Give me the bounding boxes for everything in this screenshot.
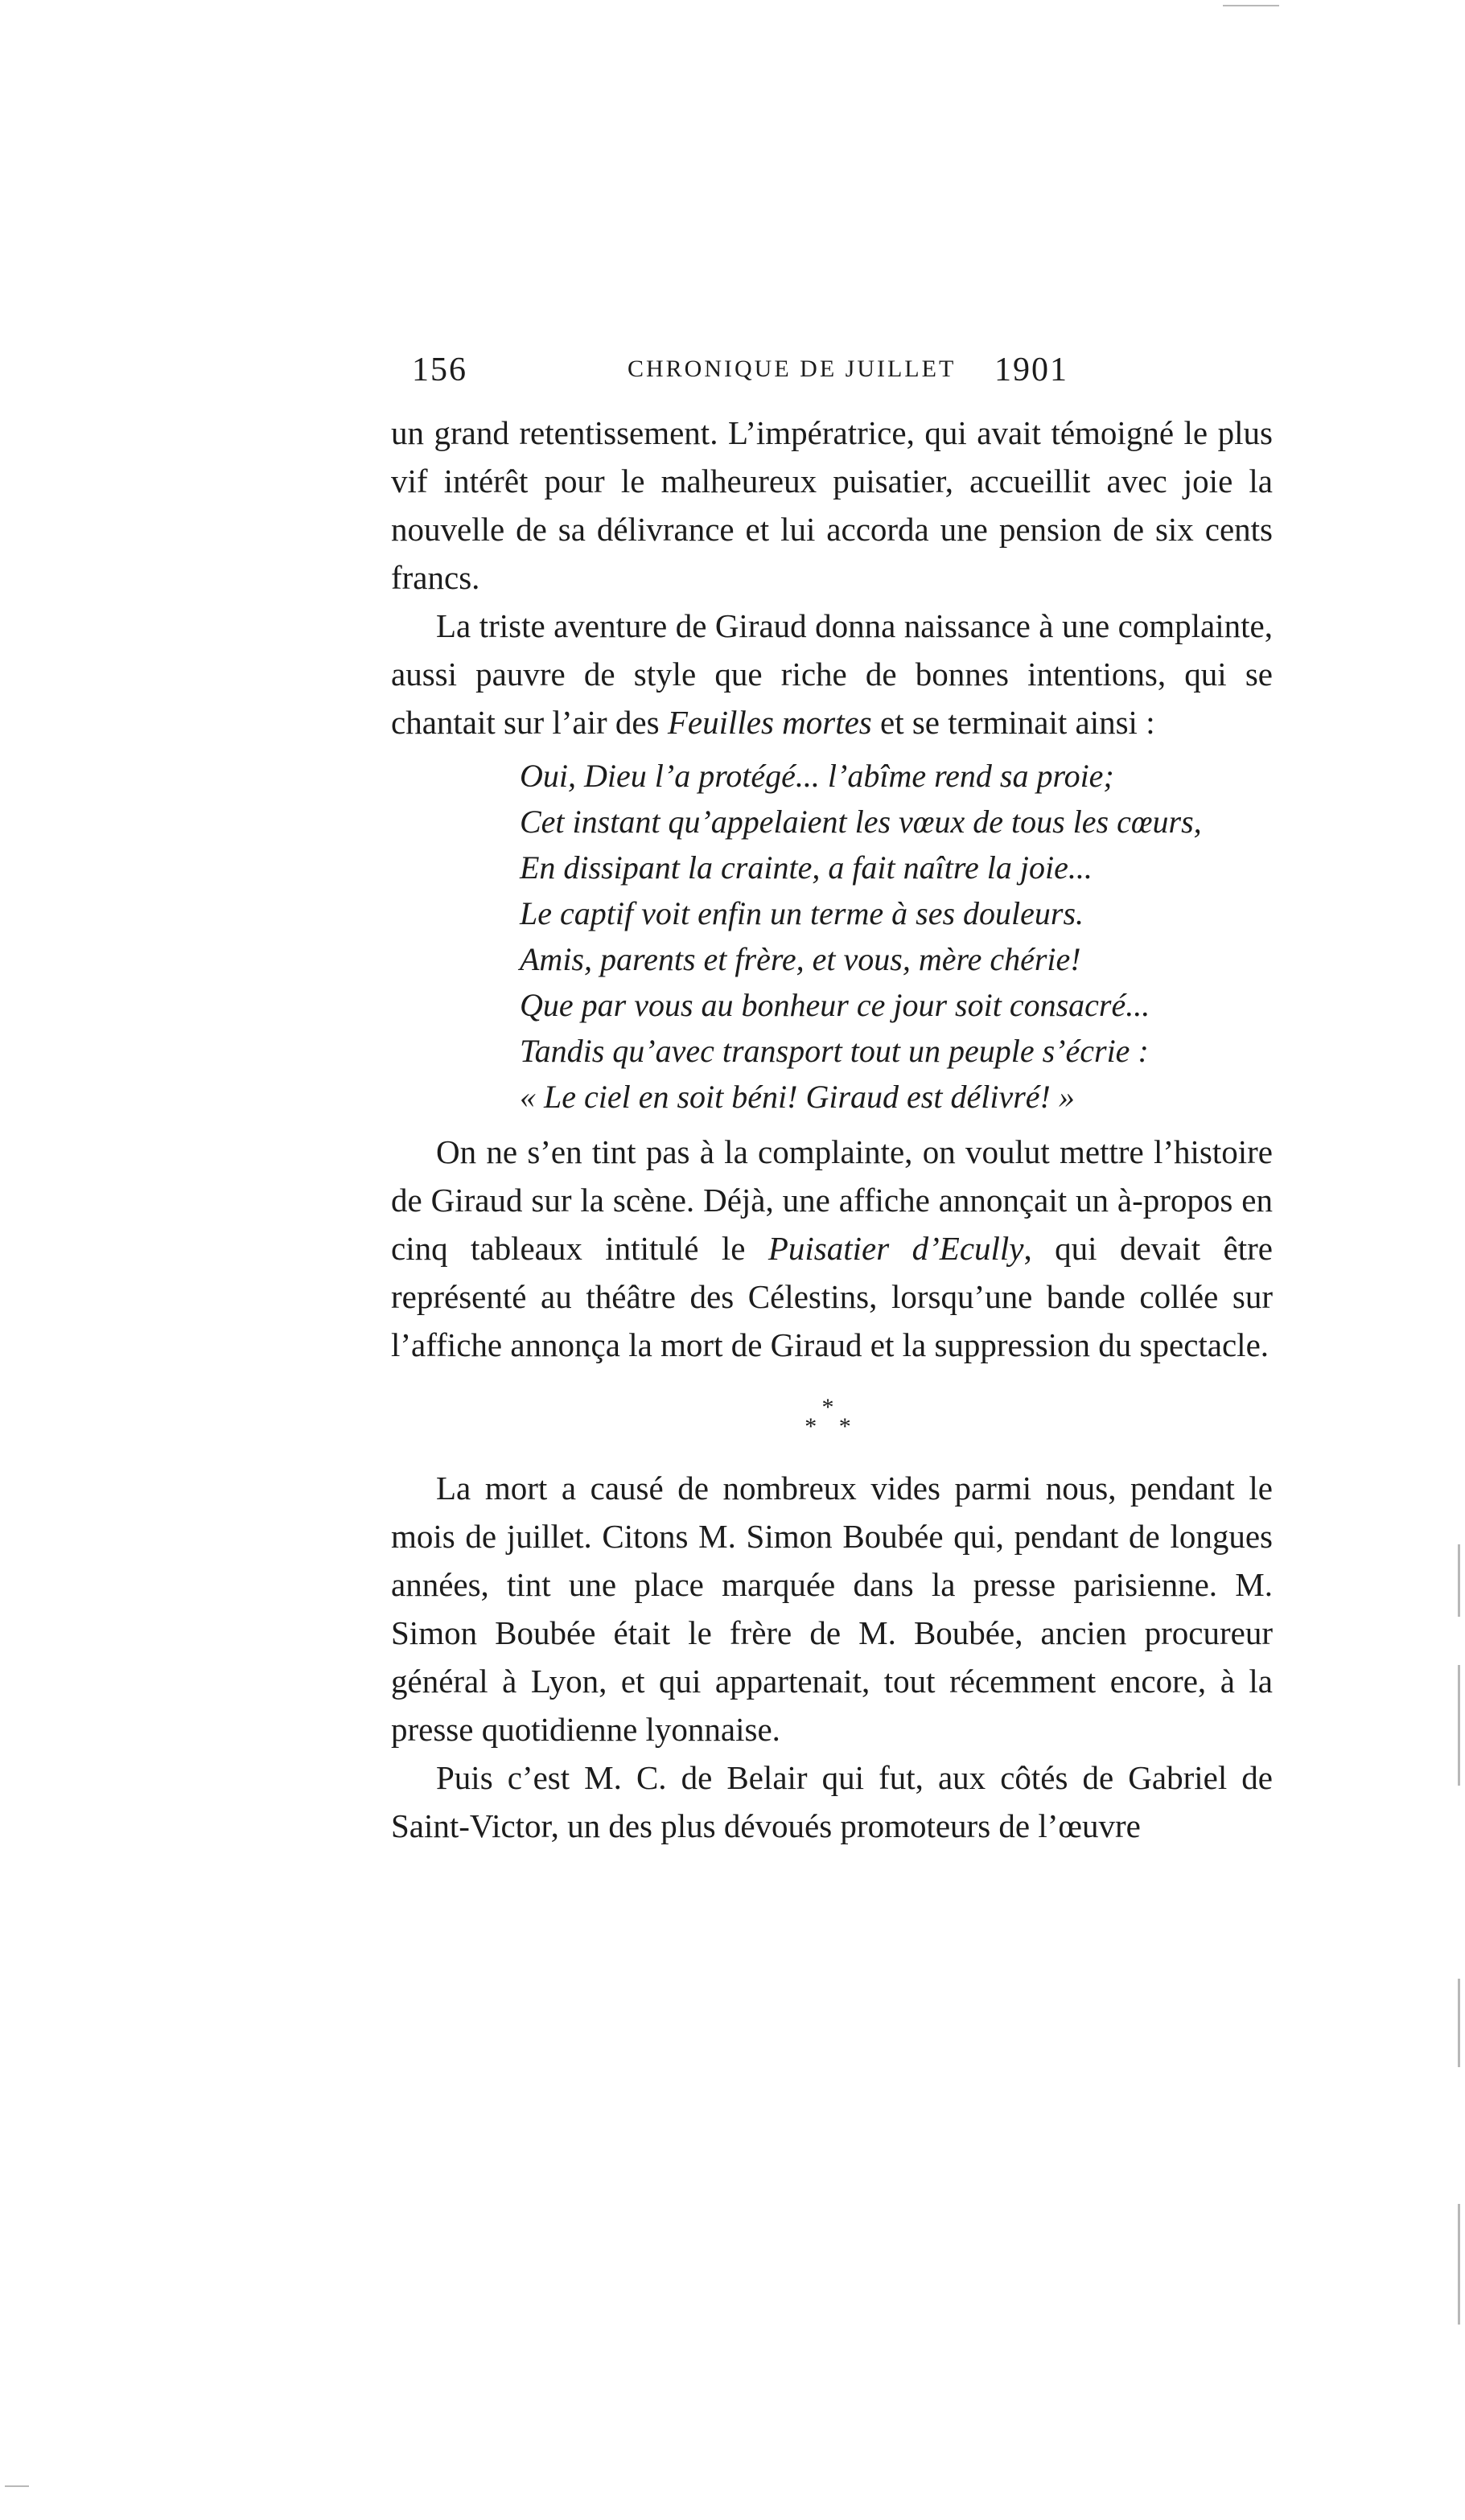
verse-line: Le captif voit enfin un terme à ses douleurs.: [520, 895, 1084, 931]
verse-line: Que par vous au bonheur ce jour soit consacré...: [520, 987, 1150, 1023]
verse-line: « Le ciel en soit béni! Giraud est délivré! »: [520, 1079, 1075, 1115]
scan-mark: [1458, 1544, 1460, 1617]
song-title: Feuilles mortes: [667, 704, 872, 741]
scan-mark: [5, 2485, 29, 2487]
scan-mark: [1458, 1979, 1460, 2067]
paragraph-2-text-start: La triste aventure de Giraud donna naissance à une complainte, aussi pauvre de style que riche de bonnes intentions, qui se chantait sur l’air des: [391, 607, 1273, 741]
paragraph-3-text-start: On ne s’en tint pas à la complainte, on voulut mettre l’histoire de Giraud sur la scène. Déjà, une affiche annonçait un à-propos en cinq tableaux intitulé le: [391, 1133, 1273, 1267]
verse-line: Amis, parents et frère, et vous, mère chérie!: [520, 941, 1081, 977]
paragraph-3: [391, 1128, 1273, 1369]
paragraph-5: Puis c’est M. C. de Belair qui fut, aux côtés de Gabriel de Saint-Victor, un des plus dévoués promoteurs de l’œuvre: [391, 1759, 1273, 1844]
verse-line: Tandis qu’avec transport tout un peuple s’écrie :: [520, 1033, 1149, 1069]
scan-mark: [1458, 1665, 1460, 1786]
scan-mark: [1458, 2204, 1460, 2325]
ornament-top-asterisk: *: [821, 1394, 842, 1420]
page-number: 156: [412, 351, 467, 388]
ornament-bottom-asterisks: * *: [805, 1413, 859, 1440]
scan-mark: [1223, 5, 1279, 6]
verse-line: En dissipant la crainte, a fait naître la joie...: [520, 849, 1093, 886]
running-head-year: 1901: [994, 351, 1068, 388]
verse-block: [520, 753, 1273, 1120]
paragraph-4: La mort a causé de nombreux vides parmi nous, pendant le mois de juillet. Citons M. Simon Boubée qui, pendant de longues années, tint une place marquée dans la presse parisienne. M. Simon Boubée était le frère de M. Boubée, ancien procureur général à Lyon, et qui appartenait, tout récemment encore, à la presse quotidienne lyonnaise.: [391, 1470, 1273, 1748]
paragraph-2: [391, 602, 1273, 746]
verse-line: Cet instant qu’appelaient les vœux de tous les cœurs,: [520, 804, 1202, 840]
text-block: [391, 409, 1273, 1850]
paragraph-3-text-end: , qui devait être représenté au théâtre des Célestins, lorsqu’une bande collée sur l’affiche annonça la mort de Giraud et la suppression du spectacle.: [391, 1230, 1274, 1363]
paragraph-2-text-end: et se terminait ainsi :: [871, 704, 1155, 741]
section-ornament: [391, 1394, 1273, 1440]
running-head: [412, 351, 1068, 399]
verse-line: Oui, Dieu l’a protégé... l’abîme rend sa proie;: [520, 758, 1114, 794]
running-head-title: CHRONIQUE DE JUILLET: [628, 356, 957, 382]
paragraph-1: un grand retentissement. L’impératrice, qui avait témoigné le plus vif intérêt pour le malheureux puisatier, accueillit avec joie la nouvelle de sa délivrance et lui accorda une pension de six cents francs.: [391, 414, 1273, 596]
play-title: Puisatier d’Ecully: [767, 1230, 1024, 1267]
